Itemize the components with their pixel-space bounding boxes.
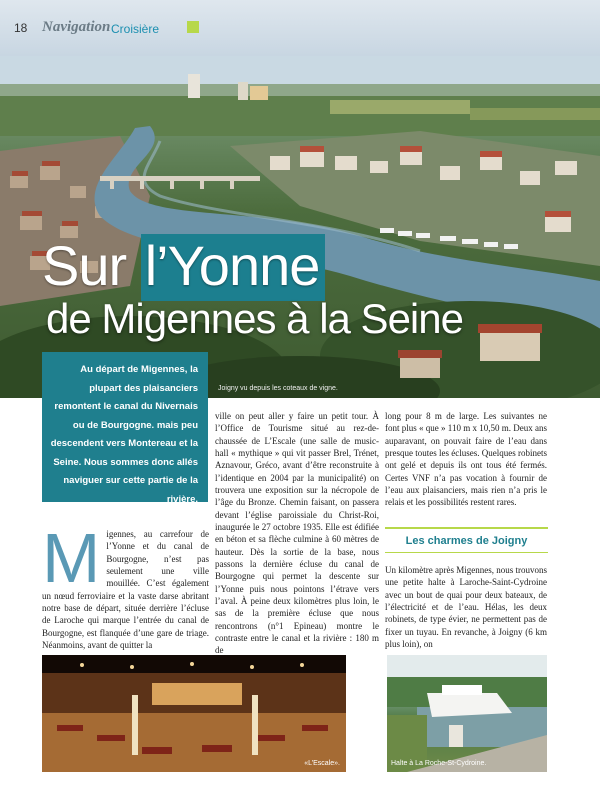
- left-photo-caption: «L’Escale».: [304, 760, 340, 767]
- intro-box: [42, 352, 208, 522]
- headline-line-1: [42, 234, 325, 297]
- section-title: Navigation: [42, 19, 111, 35]
- article-column-3: long pour 8 m de large. Les suivantes ne font plus « que » 110 m x 10,50 m. Deux ans auparavant, on pouvait faire de l’eau dans presque toutes les écluses. Quelques robinets ont gelé et depuis ils ont tous été fermés. Certes VNF n’a pas vocation à fournir de l’eau aux plaisanciers, mais rien n’a pris le relais et les possibilités restent rares.: [385, 411, 547, 508]
- column-1-text: igennes, au carrefour de l’Yonne et du canal de Bourgogne, n’est pas seulement une ville mouillée. C’est également un nœud ferroviaire et la vaste darse abritant notre base de départ, située derrière l’écluse de Laroche qui marque l’entrée du canal de Bourgogne, est flanquée d’une gare de triage. Néanmoins, avant de quitter la: [42, 529, 209, 650]
- hero-caption: Joigny vu depuis les coteaux de vigne.: [218, 385, 338, 392]
- halte-photo: [387, 655, 547, 772]
- subheading-text: Les charmes de Joigny: [405, 535, 528, 547]
- article-column-3-continued: Un kilomètre après Migennes, nous trouvons une petite halte à Laroche-Saint-Cydroine avec un bout de quai pour deux bateaux, de l’électricité et de l’eau. Hélas, les deux robinets, de type évier, ne permettent pas de fixer un tuyau. En revanche, à Joigny (6 km plus loin), on: [385, 565, 547, 649]
- page-number: 18: [14, 21, 28, 35]
- headline-highlight: l’Yonne: [141, 234, 326, 301]
- right-photo-caption: Halte à La Roche-St-Cydroine.: [391, 760, 487, 767]
- escale-hall-illustration: [42, 655, 346, 772]
- subsection-title: Croisière: [111, 22, 160, 36]
- section-color-tag: [187, 21, 199, 33]
- subheading: [385, 527, 548, 553]
- page-header: [0, 0, 600, 56]
- hero-photo: [0, 56, 600, 398]
- drop-cap: M: [42, 519, 101, 597]
- headline-line-2: de Migennes à la Seine: [46, 295, 463, 342]
- escale-hall-photo: [42, 655, 346, 772]
- halte-illustration: [387, 655, 547, 772]
- hero-illustration: [0, 56, 600, 398]
- headline-prefix: Sur: [42, 234, 141, 297]
- article-column-2: ville on peut aller y faire un petit tour. À l’Office de Tourisme situé au rez-de-chaussée de L’Escale (une salle de music-hall « mythique » qui vit passer Brel, Trénet, Aznavour, Gréco, avant d’être reconstruite à l’identique en 2004 par la municipalité) on trouvera une exposition sur la nécropole de l’âge du Bronze. Chemin faisant, on passera devant l’église paroissiale du Christ-Roi, inaugurée le 27 octobre 1935. Elle est édifiée en béton et sa flèche culmine à 60 mètres de hauteur. Dès la sortie de la base, nous passons la dernière écluse du canal de Bourgogne qui permet la descente sur l’Yonne puis nous pointons l’étrave vers l’aval. À peine deux kilomètres plus loin, le sas de la première écluse que nous rencontrons (n°1 Epineau) montre le contraste entre le canal et la rivière : 180 m de: [215, 411, 379, 656]
- article-credit: TEXTE ET PHOTOS J.-P. LAMOTTE: [77, 514, 198, 522]
- article-column-1: [42, 519, 209, 651]
- intro-lead: Au départ de Migennes, la plupart des plaisanciers remontent le canal du Nivernais ou de Bourgogne. mais peu descendent vers Montereau et la Seine. Nous sommes donc allés naviguer sur cette partie de la rivière.: [50, 364, 198, 505]
